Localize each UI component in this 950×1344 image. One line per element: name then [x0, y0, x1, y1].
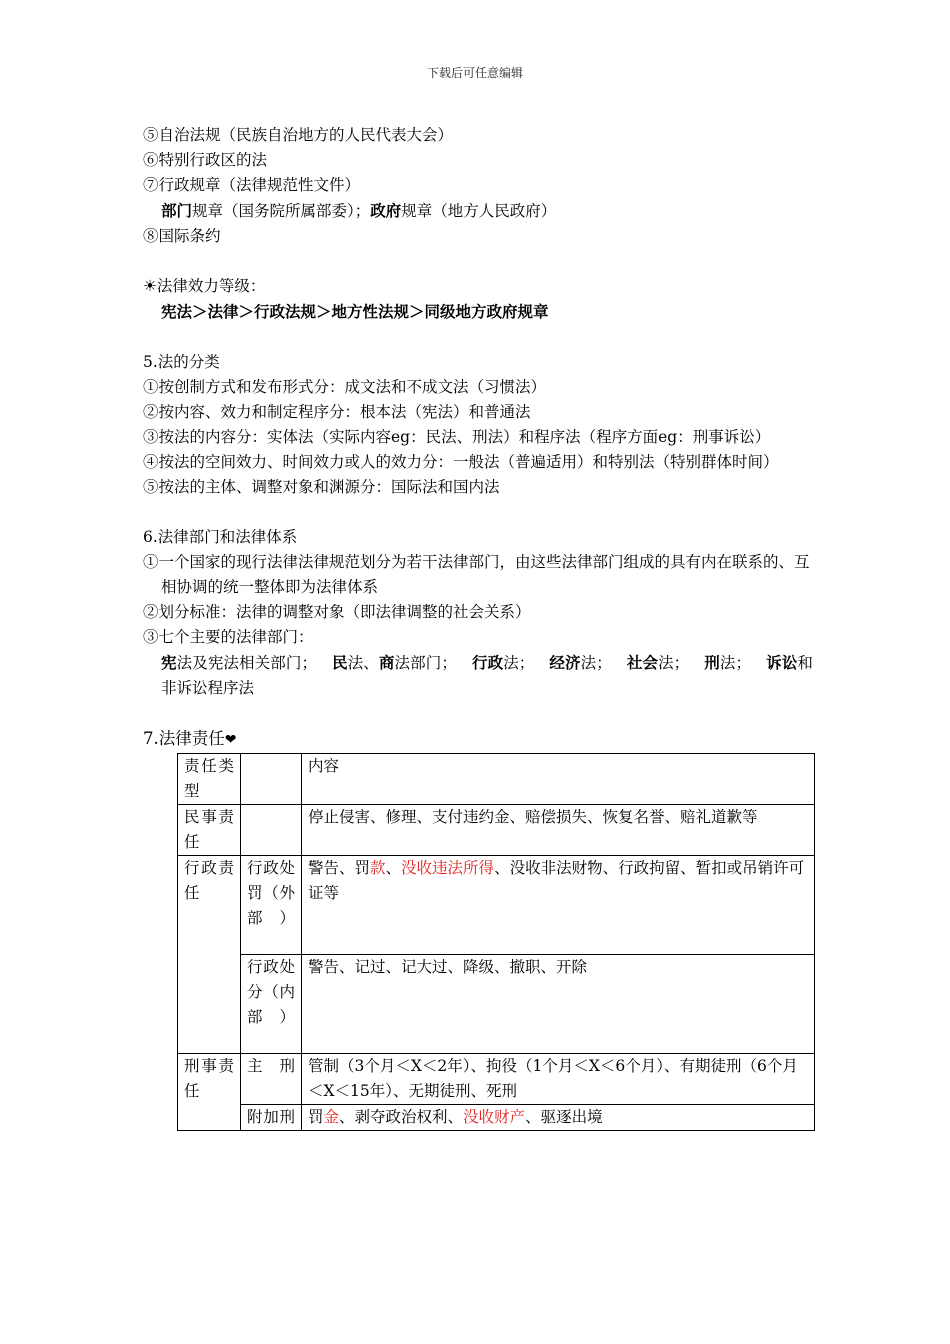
- table-cell: 主刑: [241, 1054, 302, 1105]
- bold-term: 部门: [161, 201, 193, 220]
- text-span: 、: [385, 859, 402, 877]
- table-cell: [241, 754, 302, 805]
- section-6-title: 6.法律部门和法律体系: [143, 528, 298, 546]
- liability-table: [177, 753, 815, 1131]
- text-span: 规章（地方人民政府）: [401, 202, 557, 220]
- bold-term: 诉讼: [766, 653, 798, 672]
- table-cell: [302, 1105, 815, 1131]
- table-cell: 行政责任: [178, 856, 241, 1054]
- text-span: 和非诉讼程序法: [161, 654, 813, 697]
- table-cell: 内容: [302, 754, 815, 805]
- highlight-span: 没收财产: [463, 1108, 526, 1126]
- table-row: [178, 1054, 815, 1105]
- table-cell: 民事责任: [178, 805, 241, 856]
- table-cell: 附加刑: [241, 1105, 302, 1131]
- table-row: [178, 805, 815, 856]
- table-row: [178, 856, 815, 955]
- bold-term: 行政: [471, 653, 504, 672]
- classification-item: ④按法的空间效力、时间效力或人的效力分：一般法（普遍适用）和特别法（特别群体时间）: [143, 453, 779, 471]
- departments-item-3: ③七个主要的法律部门：: [143, 628, 314, 646]
- bold-term: 商: [378, 653, 395, 672]
- text-span: 法；: [719, 654, 751, 672]
- section-7-title-text: 7.法律责任: [143, 729, 225, 748]
- highlight-span: 没收违法所得: [401, 859, 495, 877]
- departments-list: [143, 650, 813, 701]
- bold-term: 经济: [549, 653, 581, 672]
- section-7-title: [143, 726, 813, 753]
- table-cell: 行政处分（内部）: [241, 955, 302, 1054]
- text-span: 法部门；: [394, 654, 457, 672]
- text-span: 、驱逐出境: [525, 1108, 603, 1126]
- table-cell: 管制（3个月＜X＜2年）、拘役（1个月＜X＜6个月）、有期徒刑（6个月＜X＜15年）、无期徒刑、死刑: [302, 1054, 815, 1105]
- text-span: 法；: [658, 654, 690, 672]
- text-span: 法、: [347, 654, 379, 672]
- bold-term: 政府: [370, 201, 402, 220]
- highlight-span: 金: [323, 1108, 340, 1126]
- bold-term: 刑: [704, 653, 720, 672]
- source-item-5: ⑤自治法规（民族自治地方的人民代表大会）: [143, 126, 454, 144]
- section-5-title: 5.法的分类: [143, 353, 220, 371]
- source-item-6: ⑥特别行政区的法: [143, 151, 268, 169]
- table-cell: 责任类型: [178, 754, 241, 805]
- table-cell: [302, 856, 815, 955]
- classification-item: ⑤按法的主体、调整对象和渊源分：国际法和国内法: [143, 478, 500, 496]
- source-item-8: ⑧国际条约: [143, 227, 221, 245]
- table-row: [178, 1105, 815, 1131]
- text-span: 、没收非法财物、行政拘留、暂扣或吊销许可证等: [308, 859, 805, 902]
- table-cell: 警告、记过、记大过、降级、撤职、开除: [302, 955, 815, 1054]
- highlight-span: 款: [370, 859, 386, 877]
- text-span: 罚: [308, 1108, 324, 1126]
- text-span: 法；: [503, 654, 535, 672]
- classification-item: ①按创制方式和发布形式分：成文法和不成文法（习惯法）: [143, 378, 547, 396]
- table-row: [178, 955, 815, 1054]
- table-cell: 停止侵害、修理、支付违约金、赔偿损失、恢复名誉、赔礼道歉等: [302, 805, 815, 856]
- classification-item: ②按内容、效力和制定程序分：根本法（宪法）和普通法: [143, 403, 531, 421]
- hierarchy-chain-text: 宪法＞法律＞行政法规＞地方性法规＞同级地方政府规章: [161, 302, 549, 321]
- departments-item-2: ②划分标准：法律的调整对象（即法律调整的社会关系）: [143, 603, 531, 621]
- bold-term: 民: [332, 653, 348, 672]
- text-span: 警告、罚: [308, 859, 371, 877]
- departments-item-1: ①一个国家的现行法律法律规范划分为若干法律部门，由这些法律部门组成的具有内在联系的、互相协调的统一整体即为法律体系: [143, 553, 810, 596]
- text-span: 规章（国务院所属部委）；: [192, 202, 371, 220]
- hierarchy-chain: [143, 299, 813, 325]
- source-item-7: ⑦行政规章（法律规范性文件）: [143, 176, 361, 194]
- text-span: 、剥夺政治权利、: [339, 1108, 464, 1126]
- table-cell: 刑事责任: [178, 1054, 241, 1131]
- text-span: 法及宪法相关部门；: [176, 654, 317, 672]
- table-cell: 行政处罚（外部）: [241, 856, 302, 955]
- text-span: 法；: [580, 654, 612, 672]
- page-header: 下载后可任意编辑: [426, 66, 523, 80]
- heart-icon: ❤: [224, 732, 237, 748]
- hierarchy-title: ☀法律效力等级：: [143, 277, 266, 295]
- bold-term: 宪: [161, 653, 177, 672]
- table-row: [178, 754, 815, 805]
- source-item-7-sub: [143, 198, 813, 224]
- bold-term: 社会: [626, 653, 659, 672]
- classification-item: ③按法的内容分：实体法（实际内容eg：民法、刑法）和程序法（程序方面eg：刑事诉讼）: [143, 428, 771, 446]
- table-cell: [241, 805, 302, 856]
- document-body: [143, 123, 813, 1131]
